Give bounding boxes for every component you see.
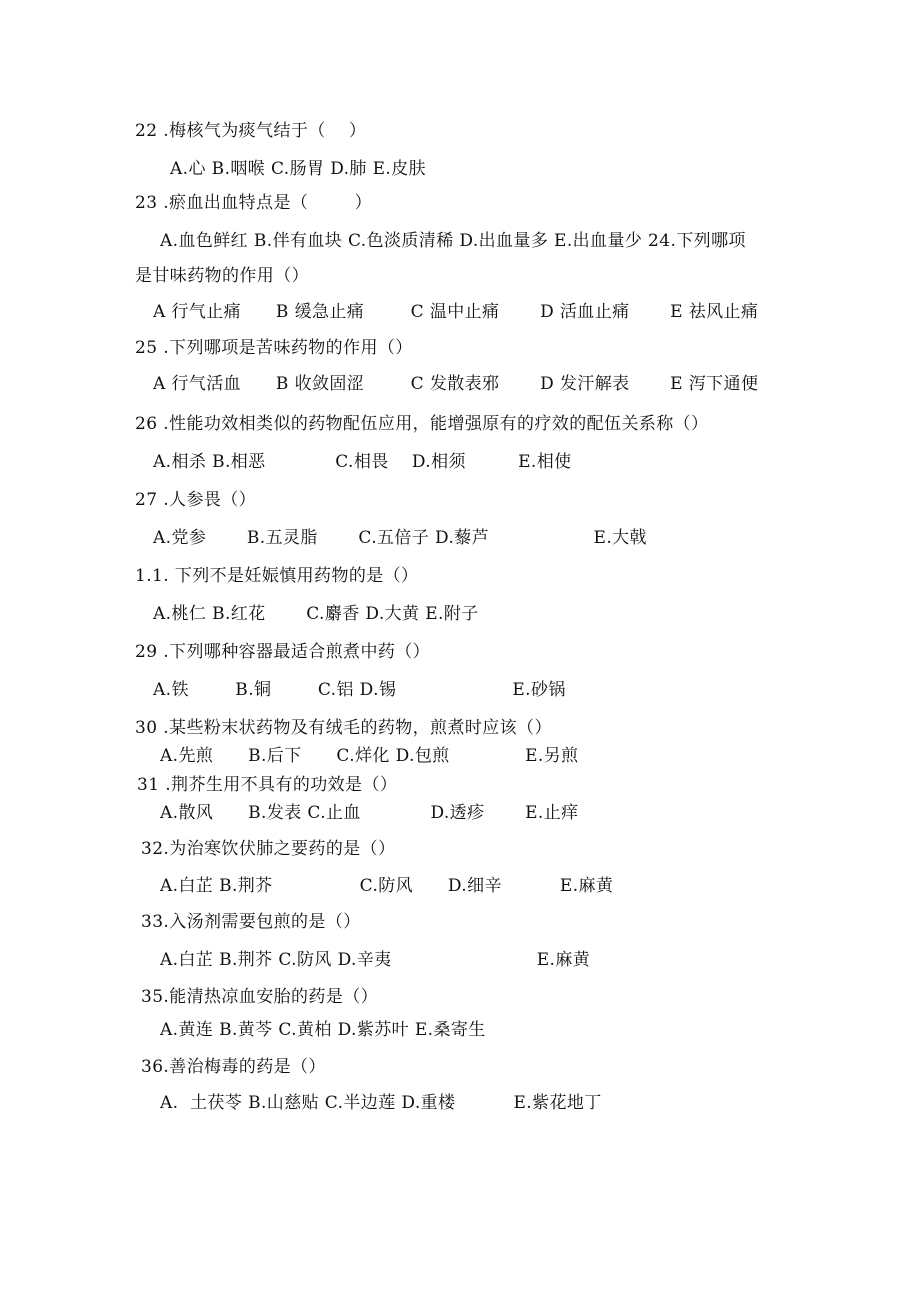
options-29: A.铁 B.铜 C.铝 D.锡 E.砂锅 bbox=[153, 680, 566, 700]
question-36: 36.善治梅毒的药是（） bbox=[141, 1057, 326, 1077]
question-31: 31 .荆芥生用不具有的功效是（） bbox=[137, 775, 398, 795]
options-23: A.血色鲜红 B.伴有血块 C.色淡质清稀 D.出血量多 E.出血量少 24.下列哪项 bbox=[160, 231, 746, 251]
question-29: 29 .下列哪种容器最适合煎煮中药（） bbox=[135, 642, 431, 662]
options-24: A 行气止痛 B 缓急止痛 C 温中止痛 D 活血止痛 E 祛风止痛 bbox=[153, 302, 759, 322]
question-22: 22 .梅核气为痰气结于（ ） bbox=[135, 121, 367, 141]
options-31: A.散风 B.发表 C.止血 D.透疹 E.止痒 bbox=[160, 803, 579, 823]
options-22: A.心 B.咽喉 C.肠胃 D.肺 E.皮肤 bbox=[170, 159, 427, 179]
question-32: 32.为治寒饮伏肺之要药的是（） bbox=[141, 839, 396, 859]
question-26: 26 .性能功效相类似的药物配伍应用，能增强原有的疗效的配伍关系称（） bbox=[135, 414, 709, 434]
options-32: A.白芷 B.荆芥 C.防风 D.细辛 E.麻黄 bbox=[160, 876, 614, 896]
question-28: 1.1. 下列不是妊娠慎用药物的是（） bbox=[135, 566, 419, 586]
options-36: A. 土茯苓 B.山慈贴 C.半边莲 D.重楼 E.紫花地丁 bbox=[160, 1093, 602, 1113]
options-30: A.先煎 B.后下 C.烊化 D.包煎 E.另煎 bbox=[160, 746, 579, 766]
options-28: A.桃仁 B.红花 C.麝香 D.大黄 E.附子 bbox=[153, 604, 479, 624]
question-27: 27 .人参畏（） bbox=[135, 490, 257, 510]
options-26: A.相杀 B.相恶 C.相畏 D.相须 E.相使 bbox=[153, 452, 572, 472]
question-23: 23 .瘀血出血特点是（ ） bbox=[135, 193, 373, 213]
question-33: 33.入汤剂需要包煎的是（） bbox=[141, 912, 361, 932]
question-35: 35.能清热凉血安胎的药是（） bbox=[141, 987, 379, 1007]
options-33: A.白芷 B.荆芥 C.防风 D.辛夷 E.麻黄 bbox=[160, 950, 591, 970]
question-25: 25 .下列哪项是苦味药物的作用（） bbox=[135, 338, 413, 358]
question-24-continued: 是甘味药物的作用（） bbox=[135, 266, 309, 286]
options-27: A.党参 B.五灵脂 C.五倍子 D.藜芦 E.大戟 bbox=[153, 528, 647, 548]
options-35: A.黄连 B.黄芩 C.黄柏 D.紫苏叶 E.桑寄生 bbox=[160, 1020, 486, 1040]
question-30: 30 .某些粉末状药物及有绒毛的药物，煎煮时应该（） bbox=[135, 718, 552, 738]
options-25: A 行气活血 B 收敛固涩 C 发散表邪 D 发汗解表 E 泻下通便 bbox=[153, 374, 759, 394]
